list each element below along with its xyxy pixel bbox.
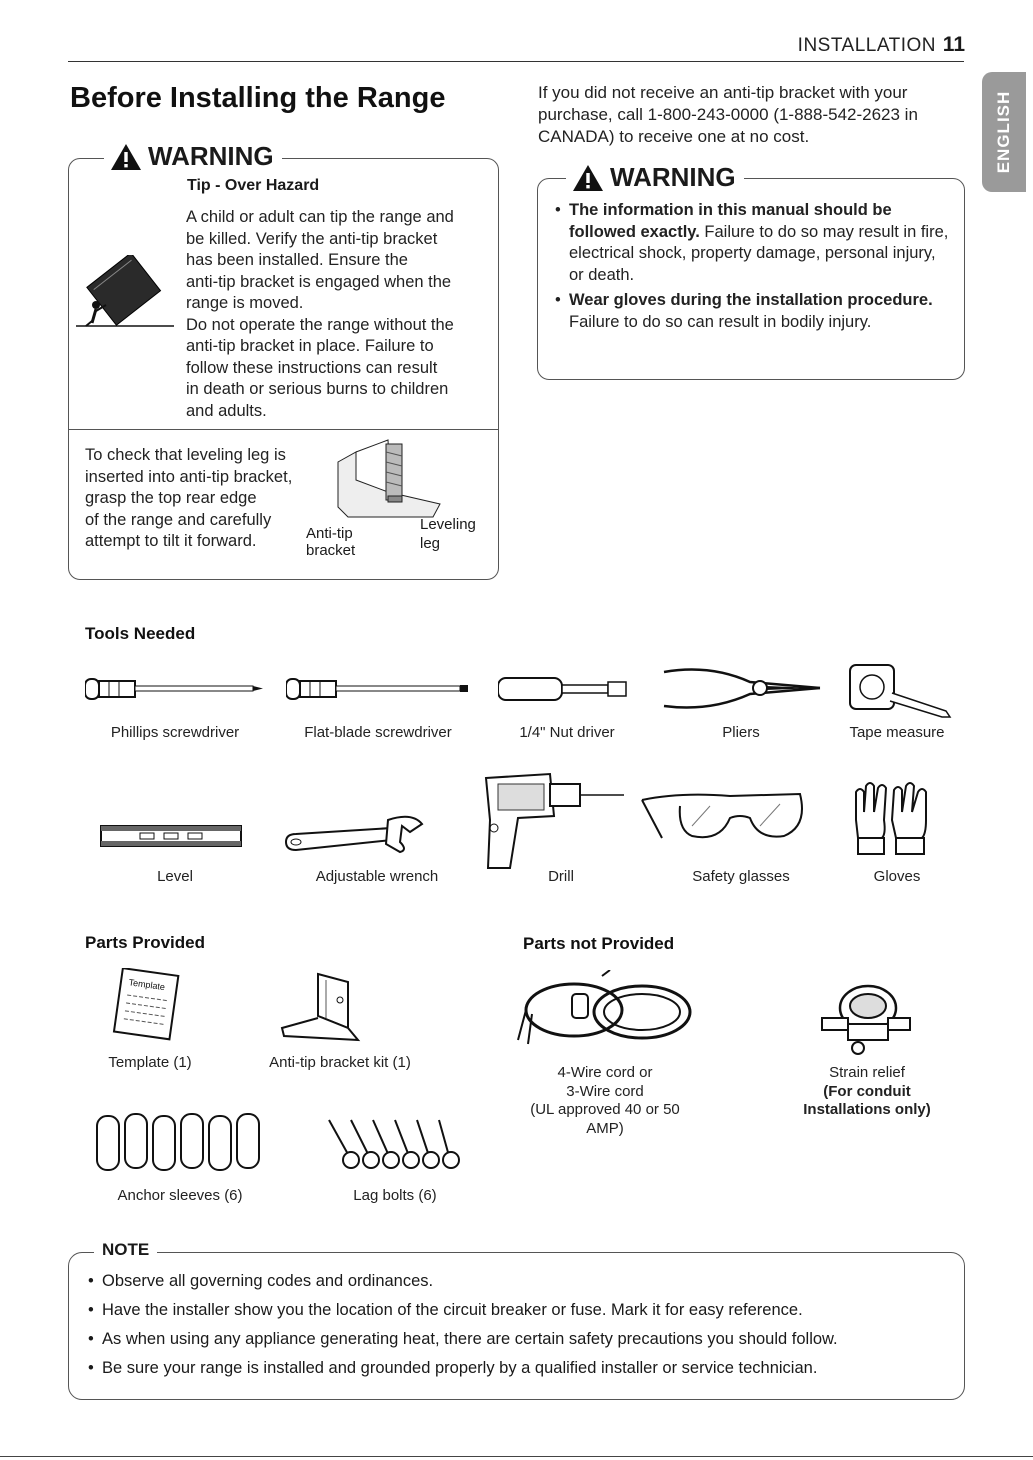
gloves-icon [850,776,934,860]
parts-not-provided-heading: Parts not Provided [523,934,675,953]
cord-label-line: (UL approved 40 or 50 [530,1101,680,1118]
warning-triangle-icon [110,143,142,171]
warning-item [553,290,953,333]
tip-over-warning-divider [68,429,498,430]
tool-label: 1/4" Nut driver [519,724,615,741]
tool-label: Drill [548,868,574,885]
adjustable-wrench-icon [282,806,428,856]
part-label: Anti-tip bracket kit (1) [269,1054,411,1071]
check-line: of the range and carefully [85,510,272,529]
tool-label: Flat-blade screwdriver [304,724,452,741]
note-item: • Have the installer show you the location of the circuit breaker or fuse. Mark it for easy reference. [86,1296,956,1325]
tools-needed-heading: Tools Needed [85,624,196,643]
warning-item-text: Failure to do so can result in bodily injury. [569,312,872,331]
check-line: attempt to tilt it forward. [85,532,257,550]
tape-measure-icon [848,663,952,719]
warning-item [553,200,953,286]
cord-label-line: AMP) [586,1119,624,1137]
tool-label: Phillips screwdriver [110,724,240,741]
page-number: 11 [942,33,965,56]
warning-heading [566,162,744,193]
phillips-screwdriver-icon [85,676,265,702]
anti-tip-bracket-leg-illustration [328,432,448,527]
warning-item-text: Failure to do so may result in fire, electrical shock, property damage, personal injury, or death. [569,222,949,284]
tool-label: Level [157,868,193,885]
leveling-leg-label [420,515,476,553]
note-list [86,1267,956,1383]
tool-label: Safety glasses [692,868,790,885]
strain-label-line: Installations only) [803,1101,931,1118]
cord-label-line: 3-Wire cord [566,1082,644,1100]
warning-item-bold: Wear gloves during the installation procedure. [569,291,933,309]
check-line: inserted into anti-tip bracket, [85,467,293,486]
part-label: Template (1) [108,1054,192,1071]
footer-rule [0,1456,1033,1457]
tip-over-illustration [76,255,176,335]
warning-item-bold: The information in this manual should be followed exactly. [569,201,892,241]
warning-line: be killed. Verify the anti-tip bracket [186,229,438,248]
tool-label: Pliers [722,724,760,741]
anti-tip-label-line2: bracket [306,542,356,559]
intro-paragraph: If you did not receive an anti-tip bracket with your purchase, call 1-800-243-0000 (1-888-542-2623 in CANADA) to receive one at no cost. [538,83,918,146]
warning-heading [104,141,282,172]
warning-line: in death or serious burns to children [186,380,449,398]
warning-heading-text: WARNING [610,162,736,192]
note-heading: NOTE [94,1240,157,1260]
leveling-label-line2: leg [420,535,441,552]
anti-tip-label [306,525,355,559]
leveling-check-text [85,445,335,553]
warning-line: Do not operate the range without the [186,315,454,334]
note-item: • Observe all governing codes and ordinances. [86,1267,956,1296]
tool-label: Gloves [873,868,921,885]
language-tab [982,72,1026,192]
warning-line: A child or adult can tip the range and [186,208,454,226]
lag-bolts-icon [325,1116,465,1172]
note-item: • As when using any appliance generating heat, there are certain safety precautions you should follow. [86,1325,956,1354]
check-line: To check that leveling leg is [85,446,286,464]
nut-driver-icon [498,676,628,702]
warning-line: follow these instructions can result [186,358,438,377]
anchor-sleeves-icon [95,1112,265,1174]
strain-relief-icon [818,978,914,1058]
part-label: Anchor sleeves (6) [117,1187,243,1204]
template-art-text: Template [128,977,166,993]
check-line: grasp the top rear edge [85,489,257,507]
anti-tip-bracket-kit-icon [278,968,362,1044]
safety-glasses-icon [640,786,810,850]
cord-label [514,1064,696,1138]
pliers-icon [660,662,822,714]
header-rule [68,61,964,62]
tool-label: Tape measure [849,724,945,741]
level-icon [100,824,242,848]
cord-label-line: 4-Wire cord or [557,1064,653,1081]
tool-label: Adjustable wrench [315,868,439,885]
template-icon [110,968,186,1042]
warning-line: anti-tip bracket in place. Failure to [186,337,434,355]
warning-triangle-icon [572,164,604,192]
page-title: Before Installing the Range [70,82,446,114]
flat-blade-screwdriver-icon [286,676,470,702]
warning-line: range is moved. [186,294,304,312]
warning-heading-text: WARNING [148,141,274,171]
leveling-label-line1: Leveling [420,516,476,533]
drill-icon [478,770,628,874]
header-section-title: INSTALLATION [797,35,936,56]
warning-line: anti-tip bracket is engaged when the [186,272,452,291]
strain-label-line: Strain relief [829,1064,905,1081]
hazard-title: Tip - Over Hazard [187,177,320,194]
strain-label-line: (For conduit [823,1082,911,1100]
anti-tip-label-line1: Anti-tip [306,525,353,542]
language-tab-label: ENGLISH [994,90,1013,174]
note-item: • Be sure your range is installed and grounded properly by a qualified installer or service technician. [86,1354,956,1383]
warning-line: and adults. [186,401,267,420]
strain-relief-label [786,1064,948,1120]
part-label: Lag bolts (6) [353,1187,437,1204]
parts-provided-heading: Parts Provided [85,933,205,952]
power-cord-icon [514,970,704,1052]
installation-warning-list [553,200,953,333]
tip-over-warning-text [186,207,491,422]
warning-line: has been installed. Ensure the [186,251,408,269]
